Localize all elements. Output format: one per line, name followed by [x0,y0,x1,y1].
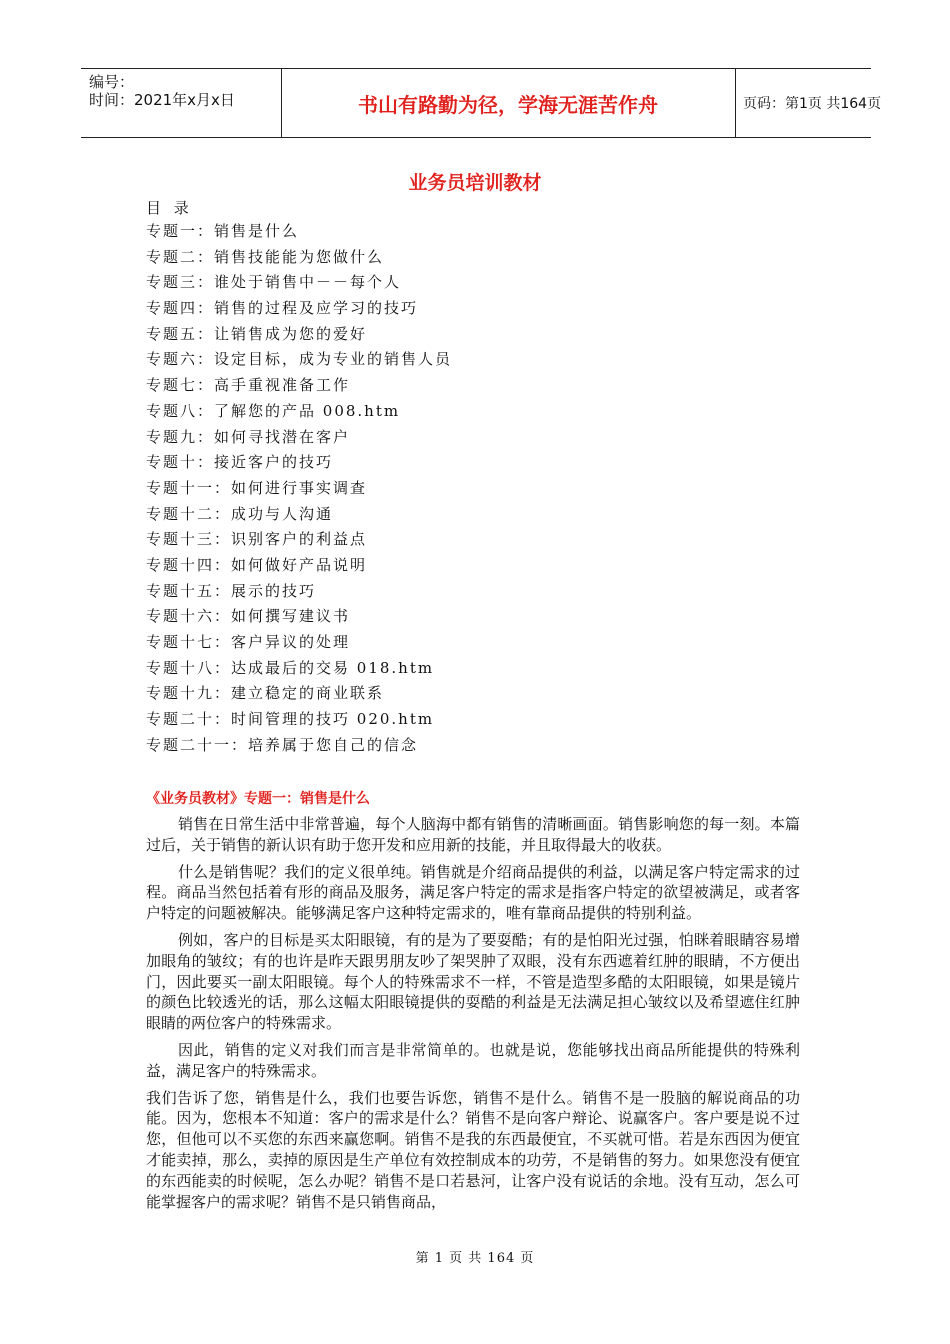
toc-item[interactable]: 专题十：接近客户的技巧 [146,453,334,472]
toc-item[interactable]: 专题十八：达成最后的交易 018.htm [146,658,435,677]
section-title: 《业务员教材》专题一：销售是什么 [146,791,370,807]
section-body [146,814,800,1218]
document-header [81,68,882,138]
body-paragraph: 什么是销售呢？我们的定义很单纯。销售就是介绍商品提供的利益，以满足客户特定需求的过程。商品当然包括着有形的商品及服务，满足客户特定的需求是指客户特定的欲望被满足，或者客户特定的问题被解决。能够满足客户这种特定需求的，唯有靠商品提供的特别利益。 [146,862,800,923]
body-paragraph: 因此，销售的定义对我们而言是非常简单的。也就是说，您能够找出商品所能提供的特殊利益，满足客户的特殊需求。 [146,1040,800,1080]
toc-heading: 目 录 [146,199,193,217]
toc-item[interactable]: 专题四：销售的过程及应学习的技巧 [146,299,419,318]
toc-item[interactable]: 专题十七：客户异议的处理 [146,633,351,651]
toc-item[interactable]: 专题十四：如何做好产品说明 [146,555,368,574]
toc-item[interactable]: 专题一：销售是什么 [146,222,300,240]
table-of-contents [146,219,452,758]
toc-item[interactable]: 专题九：如何寻找潜在客户 [146,427,351,446]
toc-item[interactable]: 专题七：高手重视准备工作 [146,376,351,395]
time-label: 时间：2021年x月x日 [89,91,235,109]
toc-item[interactable]: 专题十六：如何撰写建议书 [146,607,351,626]
toc-item[interactable]: 专题十九：建立稳定的商业联系 [146,684,385,703]
toc-item[interactable]: 专题十二：成功与人沟通 [146,504,334,523]
toc-item[interactable]: 专题十五：展示的技巧 [146,581,317,600]
toc-item[interactable]: 专题三：谁处于销售中－－每个人 [146,273,402,292]
serial-label: 编号： [89,73,135,91]
toc-item[interactable]: 专题十一：如何进行事实调查 [146,478,368,497]
toc-item[interactable]: 专题十三：识别客户的利益点 [146,530,368,549]
toc-item[interactable]: 专题二十：时间管理的技巧 020.htm [146,710,435,729]
page-footer: 第 1 页 共 164 页 [415,1251,535,1266]
document-title: 业务员培训教材 [408,172,542,194]
body-paragraph: 我们告诉了您，销售是什么，我们也要告诉您，销售不是什么。销售不是一股脑的解说商品的功能。因为，您根本不知道：客户的需求是什么？销售不是向客户辩论、说赢客户。客户要是说不过您，但他可以不买您的东西来赢您啊。销售不是我的东西最便宜，不买就可惜。若是东西因为便宜才能卖掉，那么，卖掉的原因是生产单位有效控制成本的功劳，不是销售的努力。如果您没有便宜的东西能卖的时候呢，怎么办呢？销售不是口若悬河，让客户没有说话的余地。没有互动，怎么可能掌握客户的需求呢？销售不是只销售商品， [146,1088,800,1211]
toc-item[interactable]: 专题二：销售技能能为您做什么 [146,247,385,266]
toc-item[interactable]: 专题五：让销售成为您的爱好 [146,324,368,343]
header-meta-cell [81,69,282,137]
toc-item[interactable]: 专题六：设定目标，成为专业的销售人员 [146,350,453,369]
body-paragraph: 例如，客户的目标是买太阳眼镜，有的是为了要耍酷；有的是怕阳光过强，怕眯着眼睛容易增加眼角的皱纹；有的也许是昨天跟男朋友吵了架哭肿了双眼，没有东西遮着红肿的眼睛，不方便出门，因此要买一副太阳眼镜。每个人的特殊需求不一样，不管是造型多酷的太阳眼镜，如果是镜片的颜色比较透光的话，那么这幅太阳眼镜提供的耍酷的利益是无法满足担心皱纹以及希望遮住红肿眼睛的两位客户的特殊需求。 [146,930,800,1033]
toc-item[interactable]: 专题八：了解您的产品 008.htm [146,401,401,420]
header-motto: 书山有路勤为径，学海无涯苦作舟 [281,69,736,137]
toc-item[interactable]: 专题二十一：培养属于您自己的信念 [146,735,419,754]
body-paragraph: 销售在日常生活中非常普遍，每个人脑海中都有销售的清晰画面。销售影响您的每一刻。本篇过后，关于销售的新认识有助于您开发和应用新的技能，并且取得最大的收获。 [146,815,800,854]
header-page-info: 页码：第1页 共164页 [743,96,882,112]
